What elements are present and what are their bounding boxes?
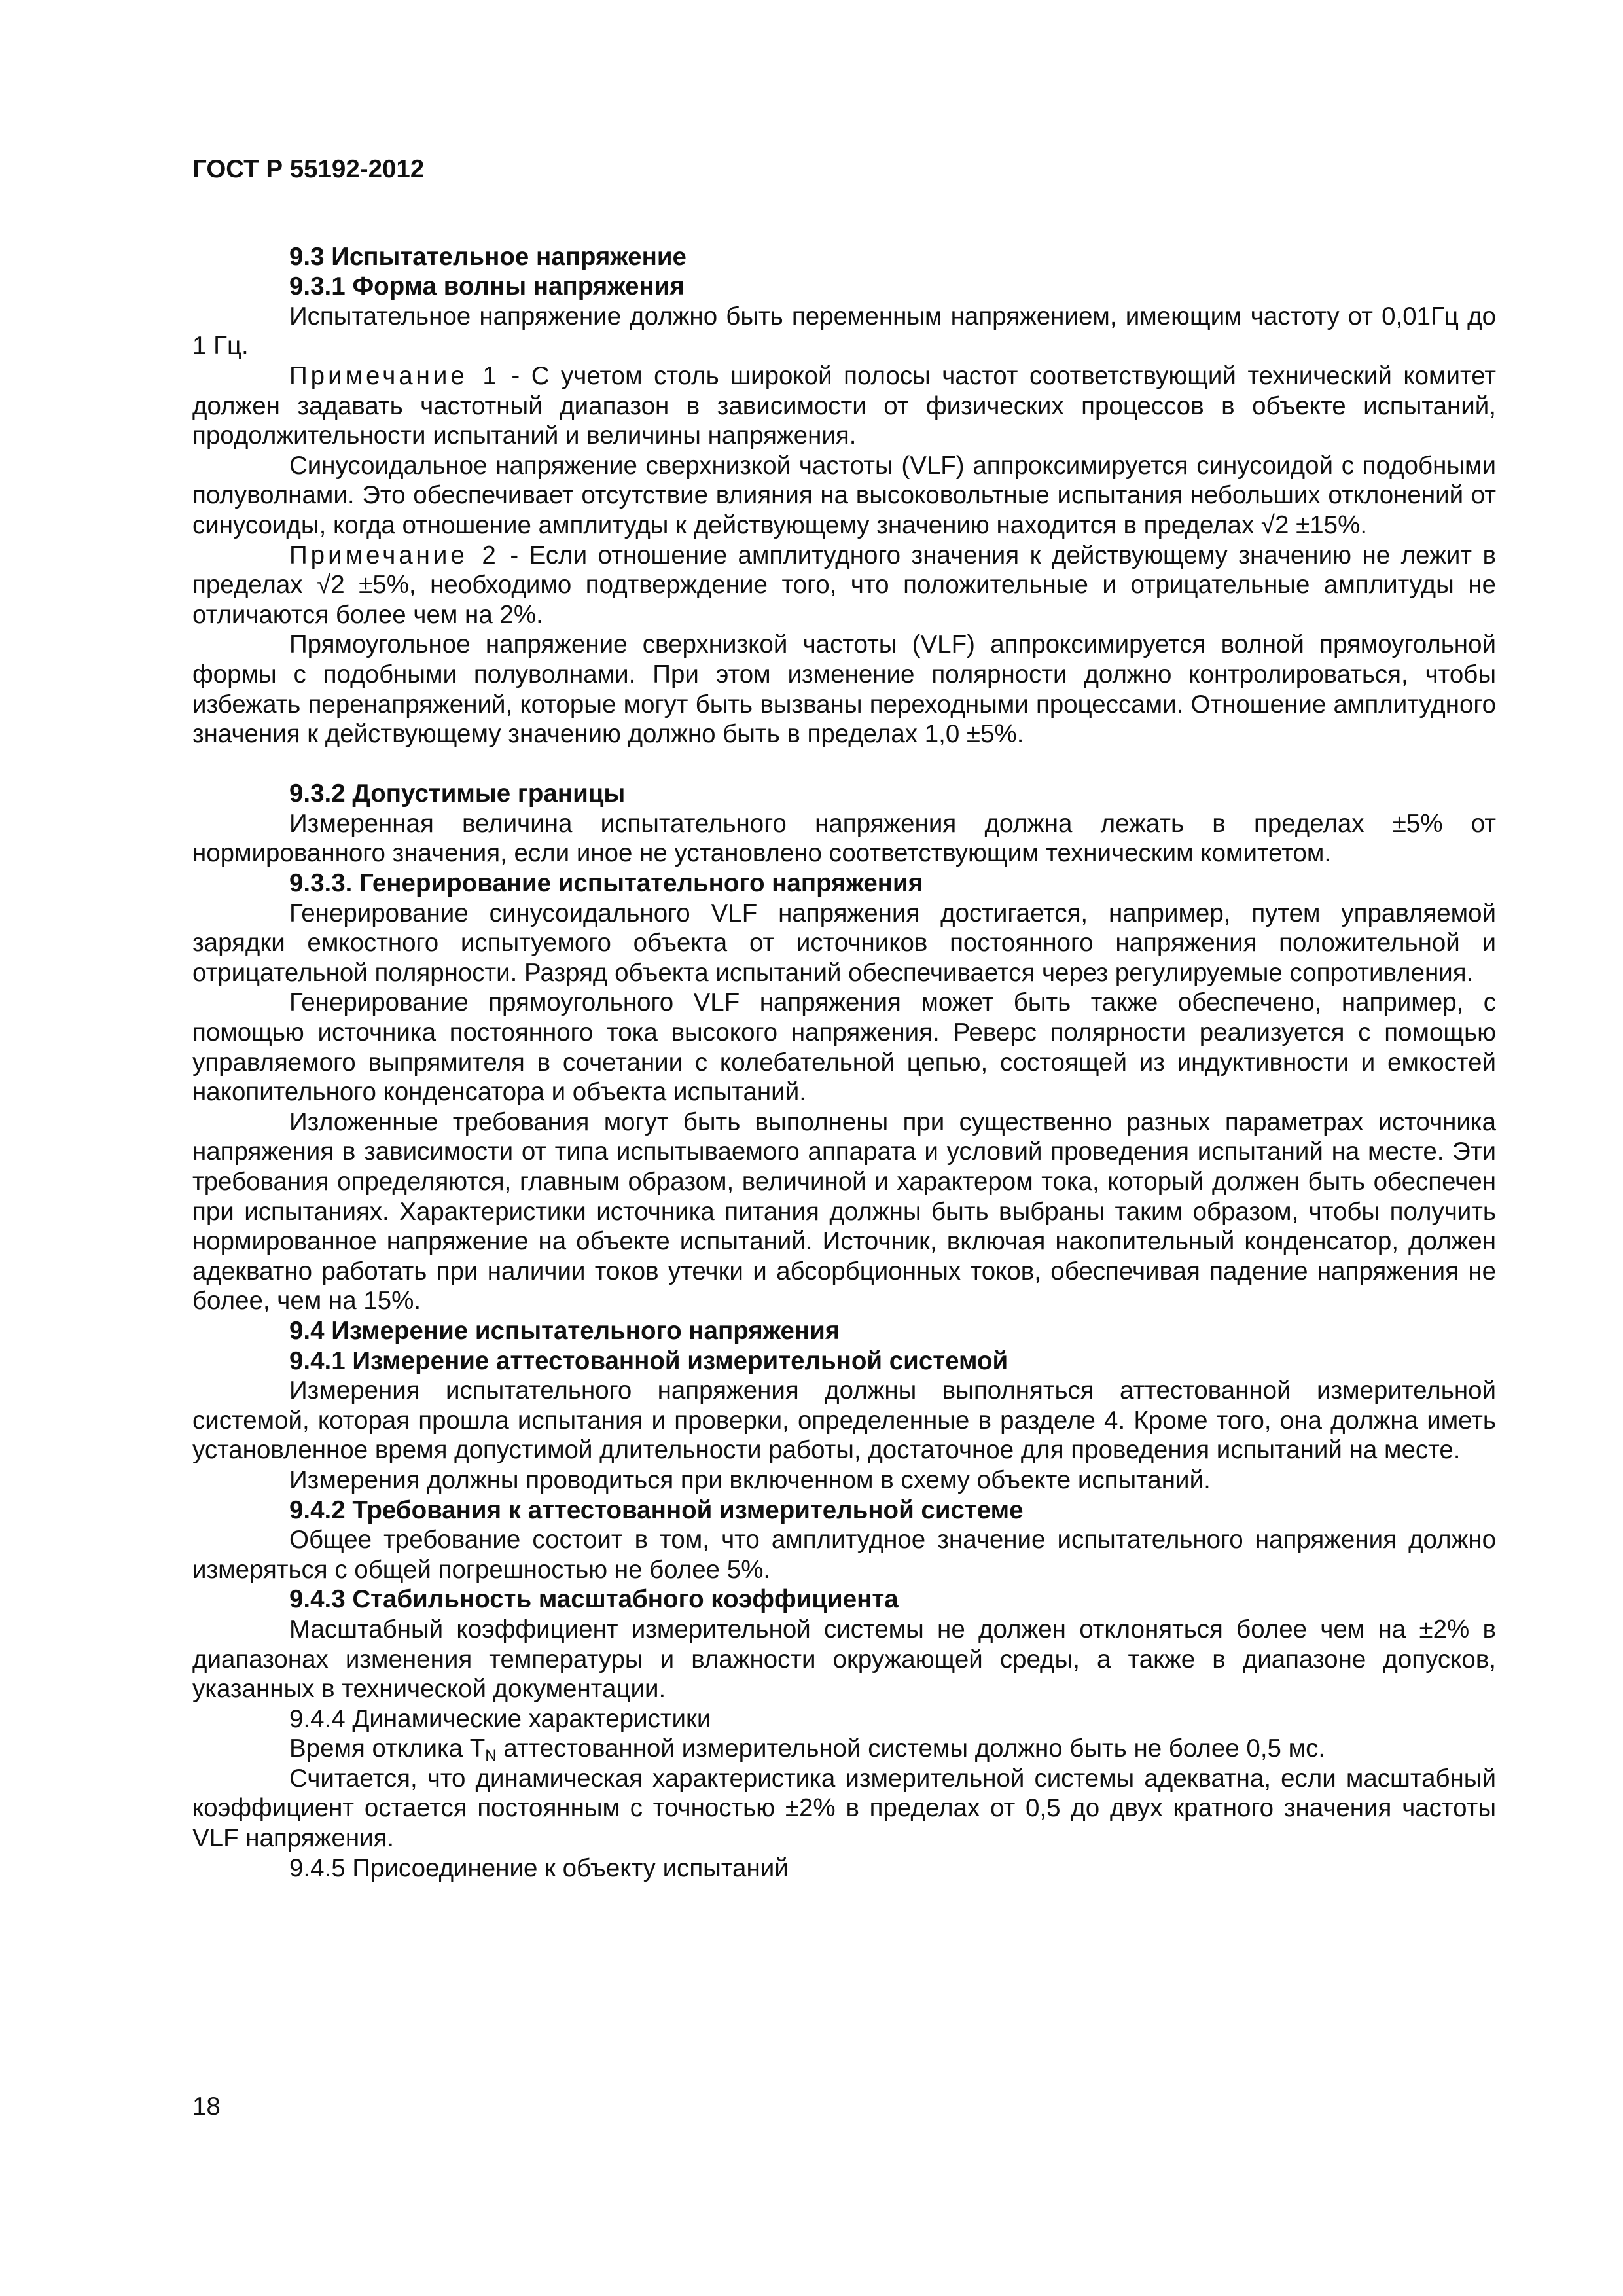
text-span: аттестованной измерительной системы должно быть не более 0,5 мс. bbox=[496, 1734, 1326, 1763]
note-label: Примечание 1 bbox=[289, 361, 500, 390]
note-2 bbox=[192, 541, 1496, 630]
paragraph: Масштабный коэффициент измерительной системы не должен отклоняться более чем на ±2% в диапазонах изменения температуры и влажности окружающей среды, а также в диапазоне допусков, указанных в технической документации. bbox=[192, 1615, 1496, 1704]
heading-9-3-2: 9.3.2 Допустимые границы bbox=[289, 780, 626, 808]
paragraph: Считается, что динамическая характеристика измерительной системы адекватна, если масштабный коэффициент остается постоянным с точностью ±2% в пределах от 0,5 до двух кратного значения частоты VLF напряжения. bbox=[192, 1764, 1496, 1853]
note-text: - С учетом столь широкой полосы частот соответствующий технический комитет должен задавать частотный диапазон в зависимости от физических процессов в объекте испытаний, продолжительности испытаний и величины напряжения. bbox=[192, 361, 1496, 450]
document-page bbox=[192, 154, 1496, 1883]
note-label: Примечание 2 bbox=[289, 541, 499, 569]
heading-9-3: 9.3 Испытательное напряжение bbox=[289, 242, 687, 271]
heading-9-3-3: 9.3.3. Генерирование испытательного напряжения bbox=[289, 869, 923, 898]
paragraph: Испытательное напряжение должно быть переменным напряжением, имеющим частоту от 0,01Гц до 1 Гц. bbox=[192, 302, 1496, 361]
heading-9-4-3: 9.4.3 Стабильность масштабного коэффициента bbox=[289, 1585, 899, 1614]
heading-9-4-1: 9.4.1 Измерение аттестованной измерительной системой bbox=[289, 1346, 1008, 1375]
note-1 bbox=[192, 361, 1496, 451]
heading-9-4: 9.4 Измерение испытательного напряжения bbox=[289, 1316, 840, 1345]
paragraph bbox=[192, 1734, 1496, 1764]
heading-9-4-5: 9.4.5 Присоединение к объекту испытаний bbox=[289, 1854, 789, 1882]
paragraph: Измерения должны проводиться при включенном в схему объекте испытаний. bbox=[289, 1465, 1211, 1494]
heading-9-4-2: 9.4.2 Требования к аттестованной измерительной системе bbox=[289, 1496, 1024, 1524]
paragraph: Изложенные требования могут быть выполнены при существенно разных параметрах источника напряжения в зависимости от типа испытываемого аппарата и условий проведения испытаний на месте. Эти требования определяются, главным образом, величиной и характером тока, который должен быть обеспечен при испытаниях. Характеристики источника питания должны быть выбраны таким образом, чтобы получить нормированное напряжение на объекте испытаний. Источник, включая накопительный конденсатор, должен адекватно работать при наличии токов утечки и абсорбционных токов, обеспечивая падение напряжения не более, чем на 15%. bbox=[192, 1107, 1496, 1316]
paragraph: Синусоидальное напряжение сверхнизкой частоты (VLF) аппроксимируется синусоидой с подобными полуволнами. Это обеспечивает отсутствие влияния на высоковольтные испытания небольших отклонений от синусоиды, когда отношение амплитуды к действующему значению находится в пределах √2 ±15%. bbox=[192, 451, 1496, 539]
paragraph: Прямоугольное напряжение сверхнизкой частоты (VLF) аппроксимируется волной прямоугольной формы с подобными полуволнами. При этом изменение полярности должно контролироваться, чтобы избежать перенапряжений, которые могут быть вызваны переходными процессами. Отношение амплитудного значения к действующему значению должно быть в пределах 1,0 ±5%. bbox=[192, 630, 1496, 749]
note-text: - Если отношение амплитудного значения к действующему значению не лежит в пределах √2 ±5%, необходимо подтверждение того, что положительные и отрицательные амплитуды не отличаются более чем на 2%. bbox=[192, 541, 1497, 629]
text-span: Время отклика T bbox=[289, 1734, 486, 1763]
paragraph: Генерирование прямоугольного VLF напряжения может быть также обеспечено, например, с помощью источника постоянного тока высокого напряжения. Реверс полярности реализуется с помощью управляемого выпрямителя в сочетании с колебательной цепью, состоящей из индуктивности и емкостей накопительного конденсатора и объекта испытаний. bbox=[192, 988, 1496, 1107]
paragraph: Измеренная величина испытательного напряжения должна лежать в пределах ±5% от нормированного значения, если иное не установлено соответствующим техническим комитетом. bbox=[192, 809, 1496, 868]
subscript: N bbox=[485, 1747, 497, 1765]
paragraph: Генерирование синусоидального VLF напряжения достигается, например, путем управляемой зарядки емкостного испытуемого объекта от источников постоянного напряжения положительной и отрицательной полярности. Разряд объекта испытаний обеспечивается через регулируемые сопротивления. bbox=[192, 899, 1496, 987]
paragraph: Общее требование состоит в том, что амплитудное значение испытательного напряжения должно измеряться с общей погрешностью не более 5%. bbox=[192, 1526, 1496, 1584]
page-number: 18 bbox=[192, 2092, 221, 2121]
standard-header: ГОСТ Р 55192-2012 bbox=[192, 155, 425, 183]
paragraph: Измерения испытательного напряжения должны выполняться аттестованной измерительной системой, которая прошла испытания и проверки, определенные в разделе 4. Кроме того, она должна иметь установленное время допустимой длительности работы, достаточное для проведения испытаний на месте. bbox=[192, 1376, 1496, 1465]
heading-9-4-4: 9.4.4 Динамические характеристики bbox=[289, 1704, 711, 1733]
heading-9-3-1: 9.3.1 Форма волны напряжения bbox=[289, 272, 685, 301]
